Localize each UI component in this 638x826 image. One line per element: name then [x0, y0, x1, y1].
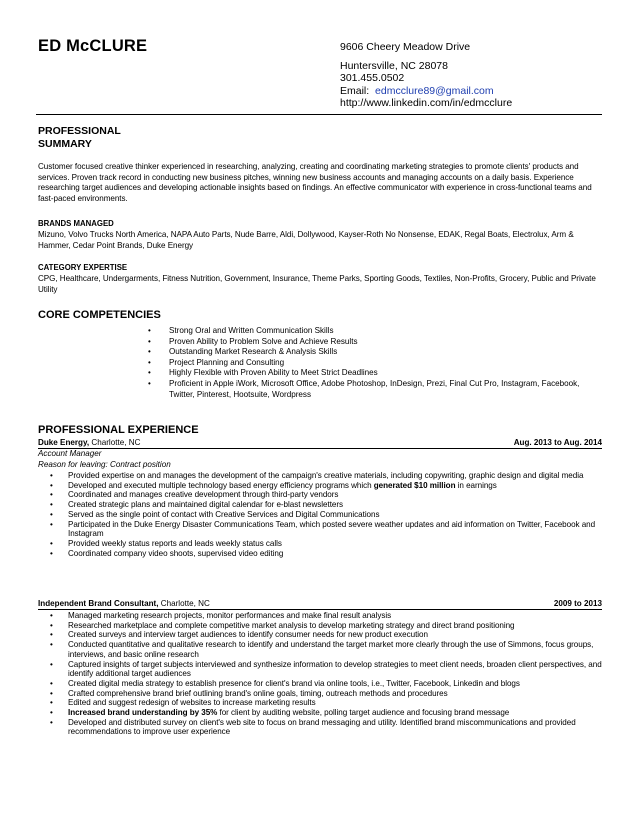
category-heading: CATEGORY EXPERTISE	[38, 263, 128, 272]
list-item: • Edited and suggest redesign of websites to increase marketing results	[50, 698, 603, 708]
job-2-dates: 2009 to 2013	[553, 599, 602, 608]
experience-heading: PROFESSIONAL EXPERIENCE	[38, 424, 199, 436]
list-item	[50, 481, 603, 491]
address-line-1: 9606 Cheery Meadow Drive	[340, 41, 471, 53]
list-item: • Researched marketplace and complete competitive market analysis to develop marketing strategy and direct brand positioning	[50, 621, 603, 631]
competency-item: • Proficient in Apple iWork, Microsoft Office, Adobe Photoshop, InDesign, Prezi, Final Cut Pro, Instagram, Facebook, Twitter, Pinterest, Hootsuite, Wordpress	[148, 379, 603, 400]
competency-item: • Project Planning and Consulting	[148, 358, 603, 369]
list-item: • Coordinated and manages creative development through third-party vendors	[50, 490, 603, 500]
list-item: • Coordinated company video shoots, supervised video editing	[50, 549, 603, 559]
list-item: • Conducted quantitative and qualitative research to identify and understand the target market more clearly through the use of Simmons, focus groups, interviews, and basic online research	[50, 640, 603, 659]
job-1-company: Duke Energy,	[38, 438, 90, 447]
list-item: • Developed and distributed survey on client's web site to focus on brand messaging and utility. Identified brand miscommunications and provided recommendations to improve user experience	[50, 718, 603, 737]
job-1-reason: Reason for leaving: Contract position	[38, 460, 171, 469]
list-item: • Crafted comprehensive brand brief outlining brand's online goals, timing, outreach methods and procedures	[50, 689, 603, 699]
bullet-highlight: Increased brand understanding by 35%	[68, 708, 218, 718]
list-item: • Provided weekly status reports and leads weekly status calls	[50, 539, 603, 549]
summary-heading	[38, 125, 121, 150]
summary-heading-line-1: PROFESSIONAL	[38, 125, 121, 137]
bullet-text: Developed and executed multiple technology based energy efficiency programs which	[68, 480, 374, 490]
email-row	[340, 85, 512, 98]
job-2-underline	[38, 609, 602, 610]
summary-heading-line-2: SUMMARY	[38, 137, 92, 150]
phone-number: 301.455.0502	[340, 72, 405, 85]
job-1-dates: Aug. 2013 to Aug. 2014	[513, 438, 602, 447]
address-line-2: Huntersville, NC 28078	[340, 59, 448, 72]
competency-item: • Highly Flexible with Proven Ability to Meet Strict Deadlines	[148, 368, 603, 379]
list-item: • Created digital media strategy to establish presence for client's brand via online tools, i.e., Twitter, Facebook, Linkedin and blogs	[50, 679, 603, 689]
job-1-bullets	[50, 471, 603, 558]
job-2-bullets	[50, 611, 603, 737]
email-link[interactable]: edmcclure89@gmail.com	[375, 84, 494, 97]
job-2-header	[38, 599, 602, 610]
job-2-company: Independent Brand Consultant,	[38, 599, 159, 608]
category-text: CPG, Healthcare, Undergarments, Fitness Nutrition, Government, Insurance, Theme Parks, Sporting Goods, Textiles, Non-Profits, Grocery, Public and Private Utility	[38, 274, 596, 294]
job-1-title: Account Manager	[38, 449, 102, 458]
competency-item: • Strong Oral and Written Communication Skills	[148, 326, 603, 337]
competencies-heading: CORE COMPETENCIES	[38, 309, 161, 321]
list-item: • Captured insights of target subjects interviewed and synthesize information to develop strategies to meet client needs, broaden client perspectives, and identify additional target audiences	[50, 660, 603, 679]
list-item: • Created surveys and interview target audiences to identify consumer needs for new product execution	[50, 630, 603, 640]
brands-text: Mizuno, Volvo Trucks North America, NAPA Auto Parts, Nude Barre, Aldi, Dollywood, Kayser-Roth No Nonsense, EDAK, Regal Boats, Electrolux, Arm & Hammer, Cedar Point Brands, Duke Energy	[38, 230, 574, 250]
list-item: • Created strategic plans and maintained digital calendar for e-blast newsletters	[50, 500, 603, 510]
bullet-text: in earnings	[455, 480, 497, 490]
list-item: • Served as the single point of contact with Creative Services and Digital Communications	[50, 510, 603, 520]
bullet-text: for client by auditing website, polling target audience and focusing brand message	[217, 708, 510, 718]
competency-item: • Outstanding Market Research & Analysis Skills	[148, 347, 603, 358]
bullet-highlight: generated $10 million	[373, 480, 456, 490]
list-item	[50, 708, 603, 718]
header-divider	[36, 114, 602, 115]
candidate-name: ED McCLURE	[38, 37, 148, 55]
summary-text: Customer focused creative thinker experienced in researching, analyzing, creating and coordinating marketing strategies to promote clients' products and services. Proven track record in conducting new business pitches, winning new business accounts and managing accounts on a daily basis. Experience researching target audiences and developing actionable insights based on findings. An effective communicator with experience in cross-functional teams and fast-paced environments.	[38, 162, 592, 203]
job-1-underline	[38, 448, 602, 449]
brands-heading: BRANDS MANAGED	[38, 219, 114, 228]
list-item: • Provided expertise on and manages the development of the campaign's creative materials, including copywriting, graphic design and digital media	[50, 471, 603, 481]
job-2-location: Charlotte, NC	[158, 599, 210, 608]
linkedin-link[interactable]: http://www.linkedin.com/in/edmcclure	[340, 97, 513, 110]
job-1-location: Charlotte, NC	[89, 438, 141, 447]
list-item: • Participated in the Duke Energy Disaster Communications Team, which posted severe weather updates and aid information on Twitter, Facebook and Instagram	[50, 520, 603, 539]
list-item: • Managed marketing research projects, monitor performances and make final result analysis	[50, 611, 603, 621]
competencies-list	[148, 326, 603, 400]
competency-item: • Proven Ability to Problem Solve and Achieve Results	[148, 337, 603, 348]
contact-block	[340, 41, 512, 110]
job-1-header	[38, 438, 602, 449]
email-label: Email:	[340, 84, 370, 97]
